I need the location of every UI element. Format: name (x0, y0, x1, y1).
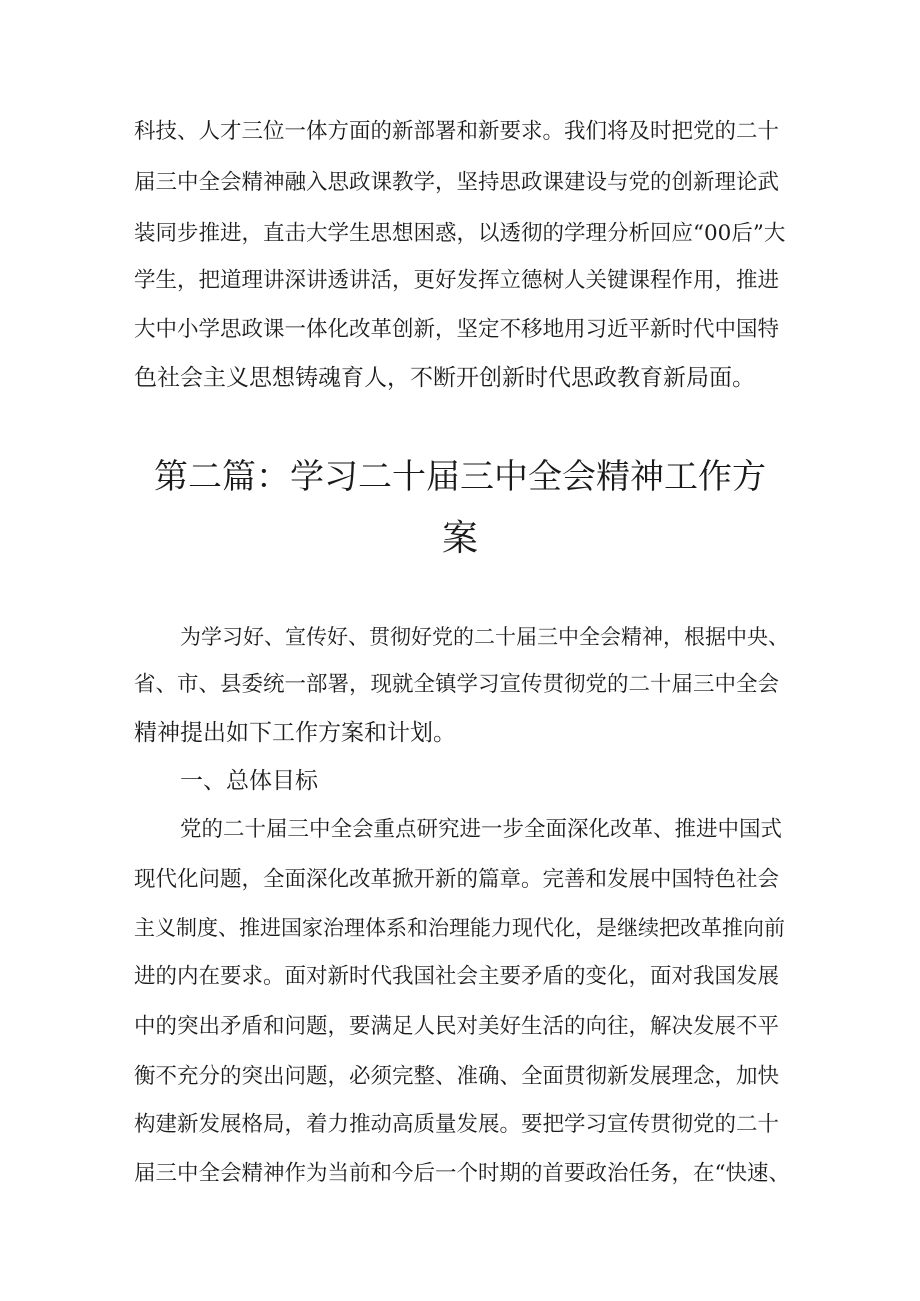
paragraph-line: 大中小学思政课一体化改革创新，坚定不移地用习近平新时代中国特 (134, 317, 780, 342)
paragraph-line: 衡不充分的突出问题，必须完整、准确、全面贯彻新发展理念，加快 (134, 1064, 780, 1089)
paragraph-line: 进的内在要求。面对新时代我国社会主要矛盾的变化，面对我国发展 (134, 964, 780, 989)
section-heading: 一、总体目标 (180, 768, 318, 794)
paragraph-line: 届三中全会精神融入思政课教学，坚持思政课建设与党的创新理论武 (134, 170, 780, 195)
paragraph-line: 届三中全会精神作为当前和今后一个时期的首要政治任务，在“快速、 (134, 1161, 790, 1186)
paragraph-line: 构建新发展格局，着力推动高质量发展。要把学习宣传贯彻党的二十 (134, 1112, 780, 1137)
paragraph-line: 精神提出如下工作方案和计划。 (134, 720, 456, 746)
paragraph-line: 学生，把道理讲深讲透讲活，更好发挥立德树人关键课程作用，推进 (134, 268, 780, 293)
paragraph-line: 省、市、县委统一部署，现就全镇学习宣传贯彻党的二十届三中全会 (134, 672, 780, 697)
paragraph-line: 色社会主义思想铸魂育人，不断开创新时代思政教育新局面。 (134, 365, 755, 391)
paragraph-line: 中的突出矛盾和问题，要满足人民对美好生活的向往，解决发展不平 (134, 1014, 780, 1039)
document-title-line2: 案 (441, 518, 478, 559)
paragraph-line: 装同步推进，直击大学生思想困惑，以透彻的学理分析回应“00后”大 (134, 221, 786, 246)
paragraph-line: 现代化问题，全面深化改革掀开新的篇章。完善和发展中国特色社会 (134, 867, 780, 892)
paragraph-line: 主义制度、推进国家治理体系和治理能力现代化，是继续把改革推向前 (134, 916, 785, 940)
paragraph-line: 为学习好、宣传好、贯彻好党的二十届三中全会精神，根据中央、 (180, 625, 789, 649)
paragraph-line: 党的二十届三中全会重点研究进一步全面深化改革、推进中国式 (180, 817, 783, 842)
document-title-line1: 第二篇：学习二十届三中全会精神工作方 (154, 457, 766, 497)
paragraph-line: 科技、人才三位一体方面的新部署和新要求。我们将及时把党的二十 (134, 119, 780, 144)
